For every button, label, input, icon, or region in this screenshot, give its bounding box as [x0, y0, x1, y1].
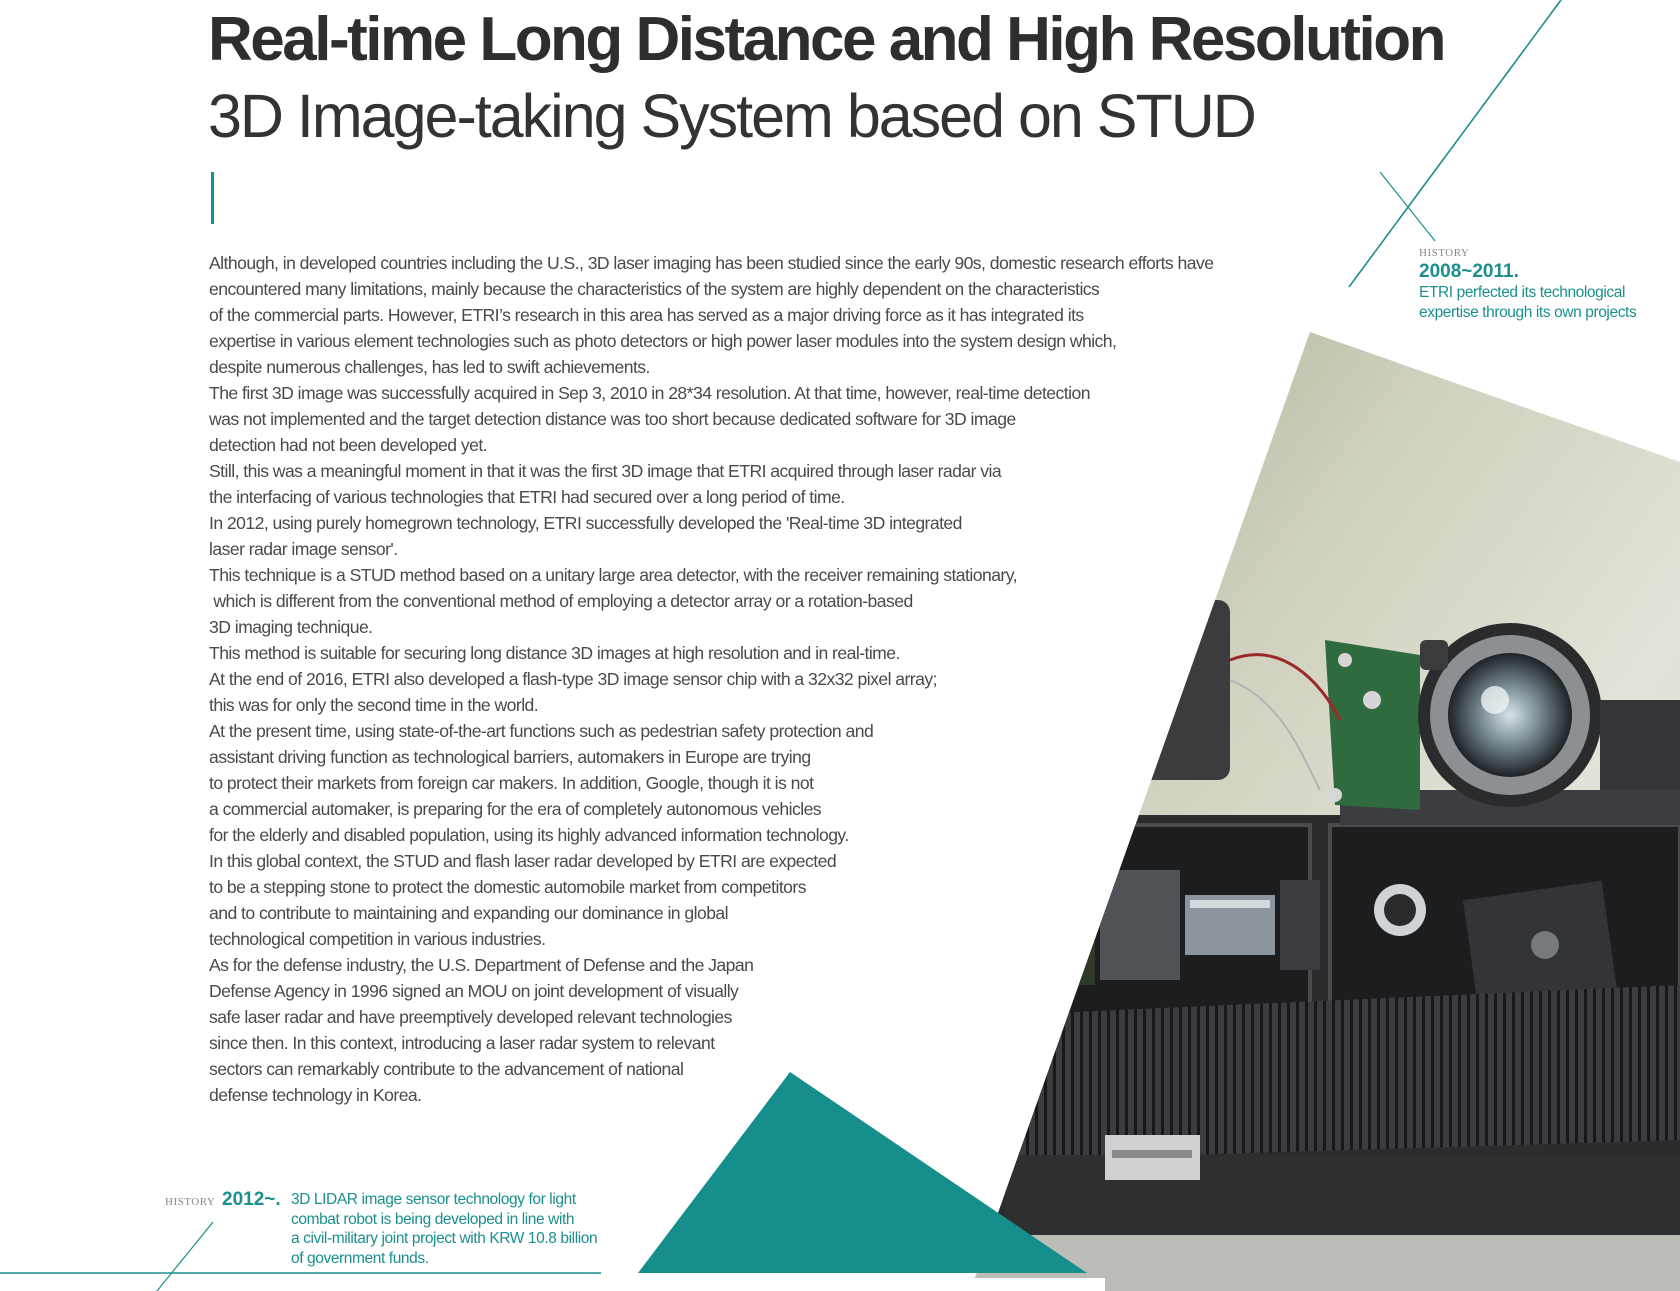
body-line: encountered many limitations, mainly because the characteristics of the system are highly dependent on the characteristics — [209, 279, 1100, 299]
body-line: As for the defense industry, the U.S. Department of Defense and the Japan — [209, 955, 754, 975]
body-line: of the commercial parts. However, ETRI’s research in this area has served as a major driving force as it has integrated its — [209, 305, 1084, 325]
body-line: In 2012, using purely homegrown technology, ETRI successfully developed the 'Real-time 3D integrated — [209, 513, 962, 533]
body-line: defense technology in Korea. — [209, 1085, 422, 1105]
history-label: HISTORY — [165, 1196, 216, 1208]
body-line: The first 3D image was successfully acquired in Sep 3, 2010 in 28*34 resolution. At that time, however, real-time detection — [209, 383, 1090, 403]
body-line: At the end of 2016, ETRI also developed a flash-type 3D image sensor chip with a 32x32 pixel array; — [209, 669, 937, 689]
history-text-line: 3D LIDAR image sensor technology for light — [291, 1191, 576, 1208]
body-line: This technique is a STUD method based on a unitary large area detector, with the receiver remaining stationary, — [209, 565, 1018, 585]
body-line: Although, in developed countries including the U.S., 3D laser imaging has been studied since the early 90s, domestic research efforts have — [209, 253, 1214, 273]
body-line: sectors can remarkably contribute to the advancement of national — [209, 1059, 684, 1079]
bottom-diagonal-line — [157, 1222, 213, 1291]
body-line: Still, this was a meaningful moment in that it was the first 3D image that ETRI acquired through laser radar via — [209, 461, 1002, 481]
body-line: This method is suitable for securing long distance 3D images at high resolution and in real-time. — [209, 643, 900, 663]
title-line-2: 3D Image-taking System based on STUD — [208, 82, 1255, 150]
body-line: for the elderly and disabled population, using its highly advanced information technology. — [209, 825, 849, 845]
history-year: 2008~2011. — [1419, 261, 1519, 282]
body-line: laser radar image sensor'. — [209, 539, 398, 559]
history-text-line: ETRI perfected its technological — [1419, 284, 1626, 301]
body-line: safe laser radar and have preemptively developed relevant technologies — [209, 1007, 732, 1027]
body-line: was not implemented and the target detection distance was too short because dedicated software for 3D image — [209, 409, 1016, 429]
body-line: detection had not been developed yet. — [209, 435, 488, 455]
body-line: technological competition in various industries. — [209, 929, 546, 949]
accent-bar — [211, 172, 214, 224]
title-line-1: Real-time Long Distance and High Resolution — [208, 5, 1444, 74]
body-line: the interfacing of various technologies that ETRI had secured over a long period of time. — [209, 487, 845, 507]
body-line: to protect their markets from foreign car makers. In addition, Google, though it is not — [209, 773, 814, 793]
body-line: assistant driving function as technological barriers, automakers in Europe are trying — [209, 747, 811, 767]
body-line: this was for only the second time in the world. — [209, 695, 539, 715]
body-line: to be a stepping stone to protect the domestic automobile market from competitors — [209, 877, 806, 897]
history-text-line: of government funds. — [291, 1249, 429, 1267]
history-box-bottom — [291, 1190, 597, 1268]
history-text-line: a civil-military joint project with KRW 10.8 billion — [291, 1230, 598, 1247]
body-line: In this global context, the STUD and flash laser radar developed by ETRI are expected — [209, 851, 837, 871]
history-text-line: expertise through its own projects — [1419, 303, 1637, 321]
body-line: Defense Agency in 1996 signed an MOU on joint development of visually — [209, 981, 739, 1001]
body-line: and to contribute to maintaining and expanding our dominance in global — [209, 903, 729, 923]
body-text — [209, 250, 1259, 1108]
history-box-right — [1419, 247, 1636, 322]
body-line: despite numerous challenges, has led to swift achievements. — [209, 357, 650, 377]
body-line: which is different from the conventional method of employing a detector array or a rotation-based — [209, 591, 913, 611]
body-line: a commercial automaker, is preparing for the era of completely autonomous vehicles — [209, 799, 822, 819]
body-line: At the present time, using state-of-the-art functions such as pedestrian safety protection and — [209, 721, 874, 741]
history-year: 2012~. — [222, 1189, 281, 1210]
history-label: HISTORY — [1419, 247, 1470, 259]
history-text-line: combat robot is being developed in line with — [291, 1210, 575, 1228]
body-line: since then. In this context, introducing a laser radar system to relevant — [209, 1033, 715, 1053]
body-line: expertise in various element technologies such as photo detectors or high power laser modules into the system design which, — [209, 331, 1117, 351]
body-line: 3D imaging technique. — [209, 617, 373, 637]
